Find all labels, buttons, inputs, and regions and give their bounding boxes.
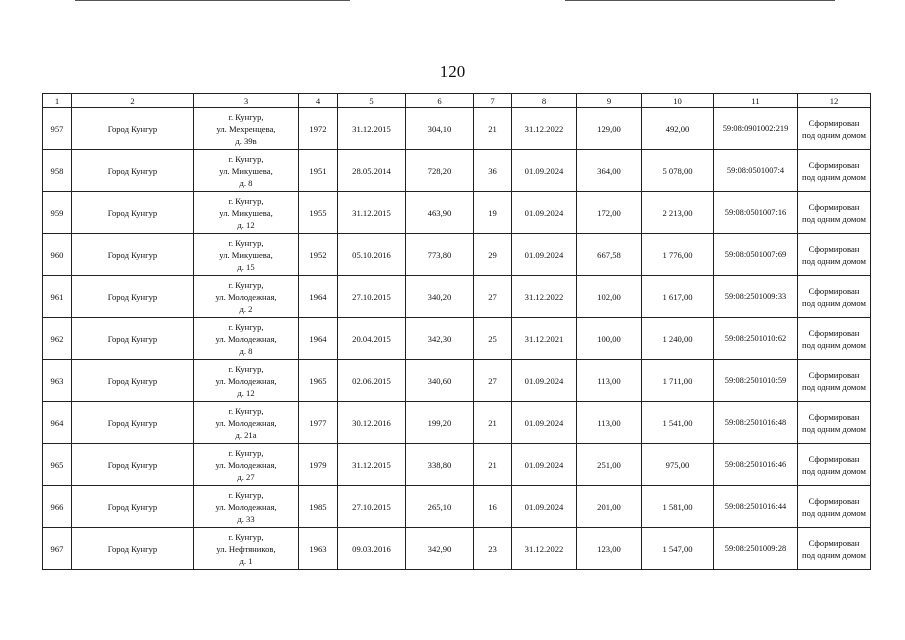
column-number: 12 bbox=[798, 94, 871, 108]
address-cell bbox=[194, 402, 299, 444]
date-cell: 31.12.2015 bbox=[338, 192, 406, 234]
value-cell: 172,00 bbox=[577, 192, 642, 234]
address-cell-line: д. 2 bbox=[239, 303, 253, 314]
address-cell-line: ул. Молодежная, bbox=[215, 417, 277, 428]
address-cell-line: ул. Молодежная, bbox=[215, 291, 277, 302]
status-cell-line: Сформирован bbox=[808, 327, 860, 338]
status-cell bbox=[798, 108, 871, 150]
status-cell-line: Сформирован bbox=[808, 495, 860, 506]
amount-cell: 2 213,00 bbox=[642, 192, 714, 234]
year-cell: 1977 bbox=[299, 402, 338, 444]
address-cell-line: ул. Молодежная, bbox=[215, 333, 277, 344]
table-row bbox=[43, 276, 871, 318]
table-row bbox=[43, 528, 871, 570]
address-cell-line: д. 12 bbox=[237, 387, 255, 398]
status-cell-line: под одним домом bbox=[802, 297, 866, 308]
address-cell-line: ул. Молодежная, bbox=[215, 501, 277, 512]
row-number-cell: 961 bbox=[43, 276, 72, 318]
deadline-cell: 31.12.2021 bbox=[512, 318, 577, 360]
table-row bbox=[43, 486, 871, 528]
address-cell-line: г. Кунгур, bbox=[228, 279, 264, 290]
address-cell-line: д. 39в bbox=[235, 135, 257, 146]
page-number: 120 bbox=[439, 62, 466, 81]
deadline-cell: 31.12.2022 bbox=[512, 276, 577, 318]
address-cell-line: д. 33 bbox=[237, 513, 255, 524]
row-number-cell: 958 bbox=[43, 150, 72, 192]
column-number: 1 bbox=[43, 94, 72, 108]
year-cell: 1955 bbox=[299, 192, 338, 234]
address-cell-line: г. Кунгур, bbox=[228, 321, 264, 332]
year-cell: 1964 bbox=[299, 318, 338, 360]
amount-cell: 1 547,00 bbox=[642, 528, 714, 570]
deadline-cell: 31.12.2022 bbox=[512, 108, 577, 150]
status-cell-line: под одним домом bbox=[802, 465, 866, 476]
city-cell: Город Кунгур bbox=[72, 486, 194, 528]
address-cell bbox=[194, 276, 299, 318]
table-row bbox=[43, 234, 871, 276]
amount-cell: 975,00 bbox=[642, 444, 714, 486]
status-cell-line: под одним домом bbox=[802, 171, 866, 182]
year-cell: 1964 bbox=[299, 276, 338, 318]
address-cell-line: ул. Микушева, bbox=[219, 249, 273, 260]
value-cell: 364,00 bbox=[577, 150, 642, 192]
column-number: 3 bbox=[194, 94, 299, 108]
status-cell-line: под одним домом bbox=[802, 255, 866, 266]
column-number: 11 bbox=[714, 94, 798, 108]
area-cell: 773,80 bbox=[406, 234, 474, 276]
status-cell bbox=[798, 360, 871, 402]
column-number: 2 bbox=[72, 94, 194, 108]
register-table bbox=[42, 93, 871, 570]
value-cell: 251,00 bbox=[577, 444, 642, 486]
cadastral-number-cell: 59:08:2501010:62 bbox=[714, 318, 798, 360]
cadastral-number-cell: 59:08:0501007:16 bbox=[714, 192, 798, 234]
status-cell bbox=[798, 444, 871, 486]
address-cell-line: ул. Мехренцева, bbox=[216, 123, 276, 134]
address-cell bbox=[194, 528, 299, 570]
year-cell: 1952 bbox=[299, 234, 338, 276]
city-cell: Город Кунгур bbox=[72, 192, 194, 234]
row-number-cell: 959 bbox=[43, 192, 72, 234]
count-cell: 21 bbox=[474, 108, 512, 150]
count-cell: 27 bbox=[474, 360, 512, 402]
area-cell: 304,10 bbox=[406, 108, 474, 150]
amount-cell: 1 581,00 bbox=[642, 486, 714, 528]
column-number: 7 bbox=[474, 94, 512, 108]
cadastral-number-cell: 59:08:0501007:69 bbox=[714, 234, 798, 276]
address-cell bbox=[194, 192, 299, 234]
value-cell: 667,58 bbox=[577, 234, 642, 276]
address-cell-line: г. Кунгур, bbox=[228, 111, 264, 122]
address-cell bbox=[194, 234, 299, 276]
address-cell-line: ул. Нефтяников, bbox=[216, 543, 276, 554]
address-cell-line: г. Кунгур, bbox=[228, 489, 264, 500]
row-number-cell: 966 bbox=[43, 486, 72, 528]
status-cell bbox=[798, 318, 871, 360]
amount-cell: 1 541,00 bbox=[642, 402, 714, 444]
column-number: 9 bbox=[577, 94, 642, 108]
amount-cell: 492,00 bbox=[642, 108, 714, 150]
cadastral-number-cell: 59:08:2501016:48 bbox=[714, 402, 798, 444]
city-cell: Город Кунгур bbox=[72, 276, 194, 318]
year-cell: 1963 bbox=[299, 528, 338, 570]
table-row bbox=[43, 360, 871, 402]
address-cell-line: г. Кунгур, bbox=[228, 237, 264, 248]
status-cell-line: под одним домом bbox=[802, 549, 866, 560]
row-number-cell: 963 bbox=[43, 360, 72, 402]
count-cell: 16 bbox=[474, 486, 512, 528]
status-cell bbox=[798, 276, 871, 318]
status-cell-line: под одним домом bbox=[802, 339, 866, 350]
status-cell-line: Сформирован bbox=[808, 369, 860, 380]
column-number: 10 bbox=[642, 94, 714, 108]
top-rule-right bbox=[565, 0, 835, 1]
date-cell: 27.10.2015 bbox=[338, 486, 406, 528]
cadastral-number-cell: 59:08:2501010:59 bbox=[714, 360, 798, 402]
amount-cell: 1 776,00 bbox=[642, 234, 714, 276]
address-cell bbox=[194, 486, 299, 528]
address-cell-line: ул. Молодежная, bbox=[215, 459, 277, 470]
status-cell-line: Сформирован bbox=[808, 285, 860, 296]
row-number-cell: 967 bbox=[43, 528, 72, 570]
address-cell-line: г. Кунгур, bbox=[228, 195, 264, 206]
area-cell: 199,20 bbox=[406, 402, 474, 444]
deadline-cell: 01.09.2024 bbox=[512, 150, 577, 192]
address-cell bbox=[194, 360, 299, 402]
deadline-cell: 01.09.2024 bbox=[512, 444, 577, 486]
amount-cell: 1 617,00 bbox=[642, 276, 714, 318]
address-cell-line: д. 1 bbox=[239, 555, 253, 566]
column-number: 5 bbox=[338, 94, 406, 108]
cadastral-number-cell: 59:08:2501016:44 bbox=[714, 486, 798, 528]
address-cell-line: ул. Молодежная, bbox=[215, 375, 277, 386]
date-cell: 31.12.2015 bbox=[338, 108, 406, 150]
count-cell: 25 bbox=[474, 318, 512, 360]
status-cell-line: Сформирован bbox=[808, 537, 860, 548]
area-cell: 463,90 bbox=[406, 192, 474, 234]
status-cell bbox=[798, 192, 871, 234]
date-cell: 09.03.2016 bbox=[338, 528, 406, 570]
column-number: 8 bbox=[512, 94, 577, 108]
table-body bbox=[43, 94, 871, 570]
address-cell-line: д. 8 bbox=[239, 345, 253, 356]
address-cell-line: д. 8 bbox=[239, 177, 253, 188]
column-number-row bbox=[43, 94, 871, 108]
value-cell: 102,00 bbox=[577, 276, 642, 318]
date-cell: 28.05.2014 bbox=[338, 150, 406, 192]
table-row bbox=[43, 318, 871, 360]
value-cell: 100,00 bbox=[577, 318, 642, 360]
city-cell: Город Кунгур bbox=[72, 150, 194, 192]
status-cell-line: под одним домом bbox=[802, 213, 866, 224]
value-cell: 113,00 bbox=[577, 360, 642, 402]
city-cell: Город Кунгур bbox=[72, 528, 194, 570]
address-cell bbox=[194, 444, 299, 486]
address-cell-line: д. 21а bbox=[235, 429, 257, 440]
amount-cell: 1 240,00 bbox=[642, 318, 714, 360]
year-cell: 1965 bbox=[299, 360, 338, 402]
area-cell: 342,30 bbox=[406, 318, 474, 360]
row-number-cell: 964 bbox=[43, 402, 72, 444]
cadastral-number-cell: 59:08:2501016:46 bbox=[714, 444, 798, 486]
address-cell-line: д. 15 bbox=[237, 261, 255, 272]
value-cell: 129,00 bbox=[577, 108, 642, 150]
status-cell-line: Сформирован bbox=[808, 243, 860, 254]
deadline-cell: 01.09.2024 bbox=[512, 192, 577, 234]
value-cell: 201,00 bbox=[577, 486, 642, 528]
status-cell-line: Сформирован bbox=[808, 411, 860, 422]
address-cell-line: ул. Микушева, bbox=[219, 165, 273, 176]
status-cell bbox=[798, 234, 871, 276]
status-cell-line: Сформирован bbox=[808, 117, 860, 128]
year-cell: 1951 bbox=[299, 150, 338, 192]
table-row bbox=[43, 402, 871, 444]
value-cell: 113,00 bbox=[577, 402, 642, 444]
address-cell-line: г. Кунгур, bbox=[228, 363, 264, 374]
count-cell: 27 bbox=[474, 276, 512, 318]
address-cell-line: ул. Микушева, bbox=[219, 207, 273, 218]
amount-cell: 5 078,00 bbox=[642, 150, 714, 192]
row-number-cell: 960 bbox=[43, 234, 72, 276]
address-cell-line: д. 12 bbox=[237, 219, 255, 230]
address-cell-line: г. Кунгур, bbox=[228, 447, 264, 458]
column-number: 6 bbox=[406, 94, 474, 108]
status-cell bbox=[798, 402, 871, 444]
date-cell: 05.10.2016 bbox=[338, 234, 406, 276]
table-row bbox=[43, 150, 871, 192]
area-cell: 340,20 bbox=[406, 276, 474, 318]
amount-cell: 1 711,00 bbox=[642, 360, 714, 402]
status-cell-line: Сформирован bbox=[808, 201, 860, 212]
row-number-cell: 965 bbox=[43, 444, 72, 486]
date-cell: 02.06.2015 bbox=[338, 360, 406, 402]
count-cell: 23 bbox=[474, 528, 512, 570]
table-row bbox=[43, 444, 871, 486]
address-cell-line: г. Кунгур, bbox=[228, 153, 264, 164]
area-cell: 338,80 bbox=[406, 444, 474, 486]
deadline-cell: 01.09.2024 bbox=[512, 234, 577, 276]
count-cell: 29 bbox=[474, 234, 512, 276]
city-cell: Город Кунгур bbox=[72, 108, 194, 150]
cadastral-number-cell: 59:08:0501007:4 bbox=[714, 150, 798, 192]
date-cell: 31.12.2015 bbox=[338, 444, 406, 486]
status-cell-line: Сформирован bbox=[808, 159, 860, 170]
date-cell: 20.04.2015 bbox=[338, 318, 406, 360]
address-cell bbox=[194, 150, 299, 192]
top-rule-left bbox=[75, 0, 350, 1]
status-cell-line: под одним домом bbox=[802, 129, 866, 140]
address-cell-line: д. 27 bbox=[237, 471, 255, 482]
count-cell: 21 bbox=[474, 444, 512, 486]
area-cell: 265,10 bbox=[406, 486, 474, 528]
deadline-cell: 31.12.2022 bbox=[512, 528, 577, 570]
area-cell: 342,90 bbox=[406, 528, 474, 570]
deadline-cell: 01.09.2024 bbox=[512, 486, 577, 528]
table-row bbox=[43, 108, 871, 150]
table-row bbox=[43, 192, 871, 234]
address-cell-line: г. Кунгур, bbox=[228, 405, 264, 416]
year-cell: 1985 bbox=[299, 486, 338, 528]
count-cell: 19 bbox=[474, 192, 512, 234]
city-cell: Город Кунгур bbox=[72, 444, 194, 486]
cadastral-number-cell: 59:08:0901002:219 bbox=[714, 108, 798, 150]
city-cell: Город Кунгур bbox=[72, 402, 194, 444]
address-cell bbox=[194, 318, 299, 360]
date-cell: 27.10.2015 bbox=[338, 276, 406, 318]
area-cell: 340,60 bbox=[406, 360, 474, 402]
status-cell bbox=[798, 528, 871, 570]
address-cell-line: г. Кунгур, bbox=[228, 531, 264, 542]
count-cell: 36 bbox=[474, 150, 512, 192]
count-cell: 21 bbox=[474, 402, 512, 444]
date-cell: 30.12.2016 bbox=[338, 402, 406, 444]
status-cell-line: Сформирован bbox=[808, 453, 860, 464]
cadastral-number-cell: 59:08:2501009:33 bbox=[714, 276, 798, 318]
row-number-cell: 957 bbox=[43, 108, 72, 150]
status-cell bbox=[798, 486, 871, 528]
row-number-cell: 962 bbox=[43, 318, 72, 360]
area-cell: 728,20 bbox=[406, 150, 474, 192]
value-cell: 123,00 bbox=[577, 528, 642, 570]
year-cell: 1979 bbox=[299, 444, 338, 486]
status-cell-line: под одним домом bbox=[802, 423, 866, 434]
cadastral-number-cell: 59:08:2501009:28 bbox=[714, 528, 798, 570]
city-cell: Город Кунгур bbox=[72, 234, 194, 276]
status-cell-line: под одним домом bbox=[802, 381, 866, 392]
column-number: 4 bbox=[299, 94, 338, 108]
deadline-cell: 01.09.2024 bbox=[512, 360, 577, 402]
deadline-cell: 01.09.2024 bbox=[512, 402, 577, 444]
year-cell: 1972 bbox=[299, 108, 338, 150]
city-cell: Город Кунгур bbox=[72, 318, 194, 360]
status-cell bbox=[798, 150, 871, 192]
address-cell bbox=[194, 108, 299, 150]
status-cell-line: под одним домом bbox=[802, 507, 866, 518]
city-cell: Город Кунгур bbox=[72, 360, 194, 402]
